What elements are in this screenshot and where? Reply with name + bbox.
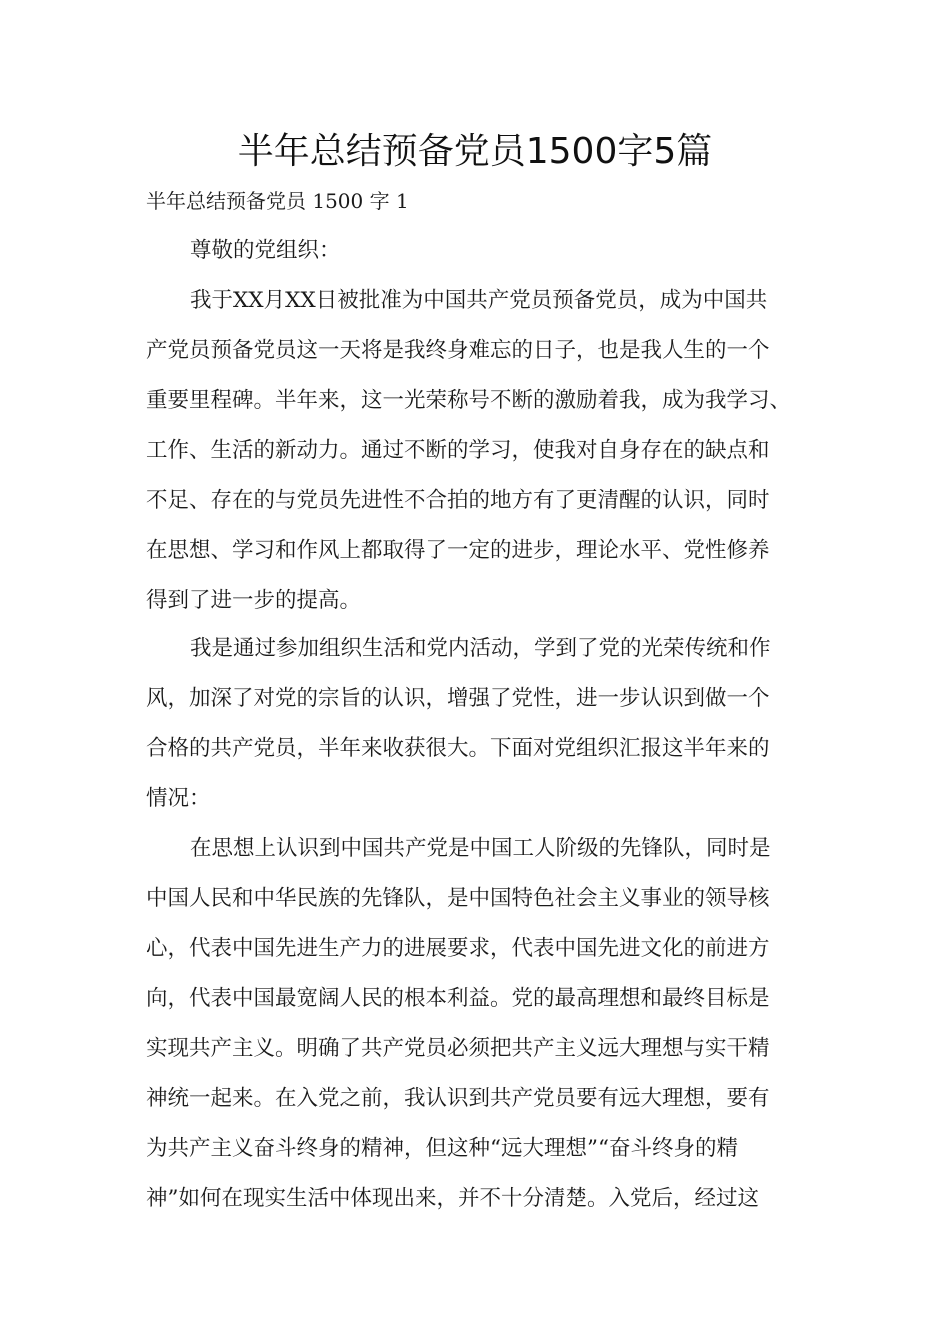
text-line: 产党员预备党员这一天将是我终身难忘的日子，也是我人生的一个 bbox=[146, 338, 770, 363]
text-line: 为共产主义奋斗终身的精神，但这种“远大理想”“奋斗终身的精 bbox=[146, 1136, 738, 1161]
text-line: 得到了进一步的提高。 bbox=[146, 588, 362, 613]
text-line: 合格的共产党员，半年来收获很大。下面对党组织汇报这半年来的 bbox=[146, 736, 770, 761]
text-line: 情况： bbox=[146, 786, 211, 811]
document-subtitle: 半年总结预备党员 1500 字 1 bbox=[146, 189, 409, 213]
text-line: 实现共产主义。明确了共产党员必须把共产主义远大理想与实干精 bbox=[146, 1036, 770, 1061]
text-line: 向，代表中国最宽阔人民的根本利益。党的最高理想和最终目标是 bbox=[146, 986, 770, 1011]
text-line: 中国人民和中华民族的先锋队，是中国特色社会主义事业的领导核 bbox=[146, 886, 770, 911]
text-line: 风，加深了对党的宗旨的认识，增强了党性，进一步认识到做一个 bbox=[146, 686, 770, 711]
text-line: 我是通过参加组织生活和党内活动，学到了党的光荣传统和作 bbox=[190, 636, 771, 661]
text-line: 不足、存在的与党员先进性不合拍的地方有了更清醒的认识，同时 bbox=[146, 488, 770, 513]
text-line: 工作、生活的新动力。通过不断的学习，使我对自身存在的缺点和 bbox=[146, 438, 770, 463]
text-line: 神统一起来。在入党之前，我认识到共产党员要有远大理想，要有 bbox=[146, 1086, 770, 1111]
document-title: 半年总结预备党员1500字5篇 bbox=[237, 131, 713, 172]
text-line: 在思想、学习和作风上都取得了一定的进步，理论水平、党性修养 bbox=[146, 538, 770, 563]
salutation: 尊敬的党组织： bbox=[190, 238, 341, 263]
text-line: 神”如何在现实生活中体现出来，并不十分清楚。入党后，经过这 bbox=[146, 1186, 759, 1211]
text-line: 心，代表中国先进生产力的进展要求，代表中国先进文化的前进方 bbox=[146, 936, 770, 961]
text-line: 在思想上认识到中国共产党是中国工人阶级的先锋队，同时是 bbox=[190, 836, 771, 861]
text-line: 我于XX月XX日被批准为中国共产党员预备党员，成为中国共 bbox=[190, 288, 768, 313]
text-line: 重要里程碑。半年来，这一光荣称号不断的激励着我，成为我学习、 bbox=[146, 388, 792, 413]
